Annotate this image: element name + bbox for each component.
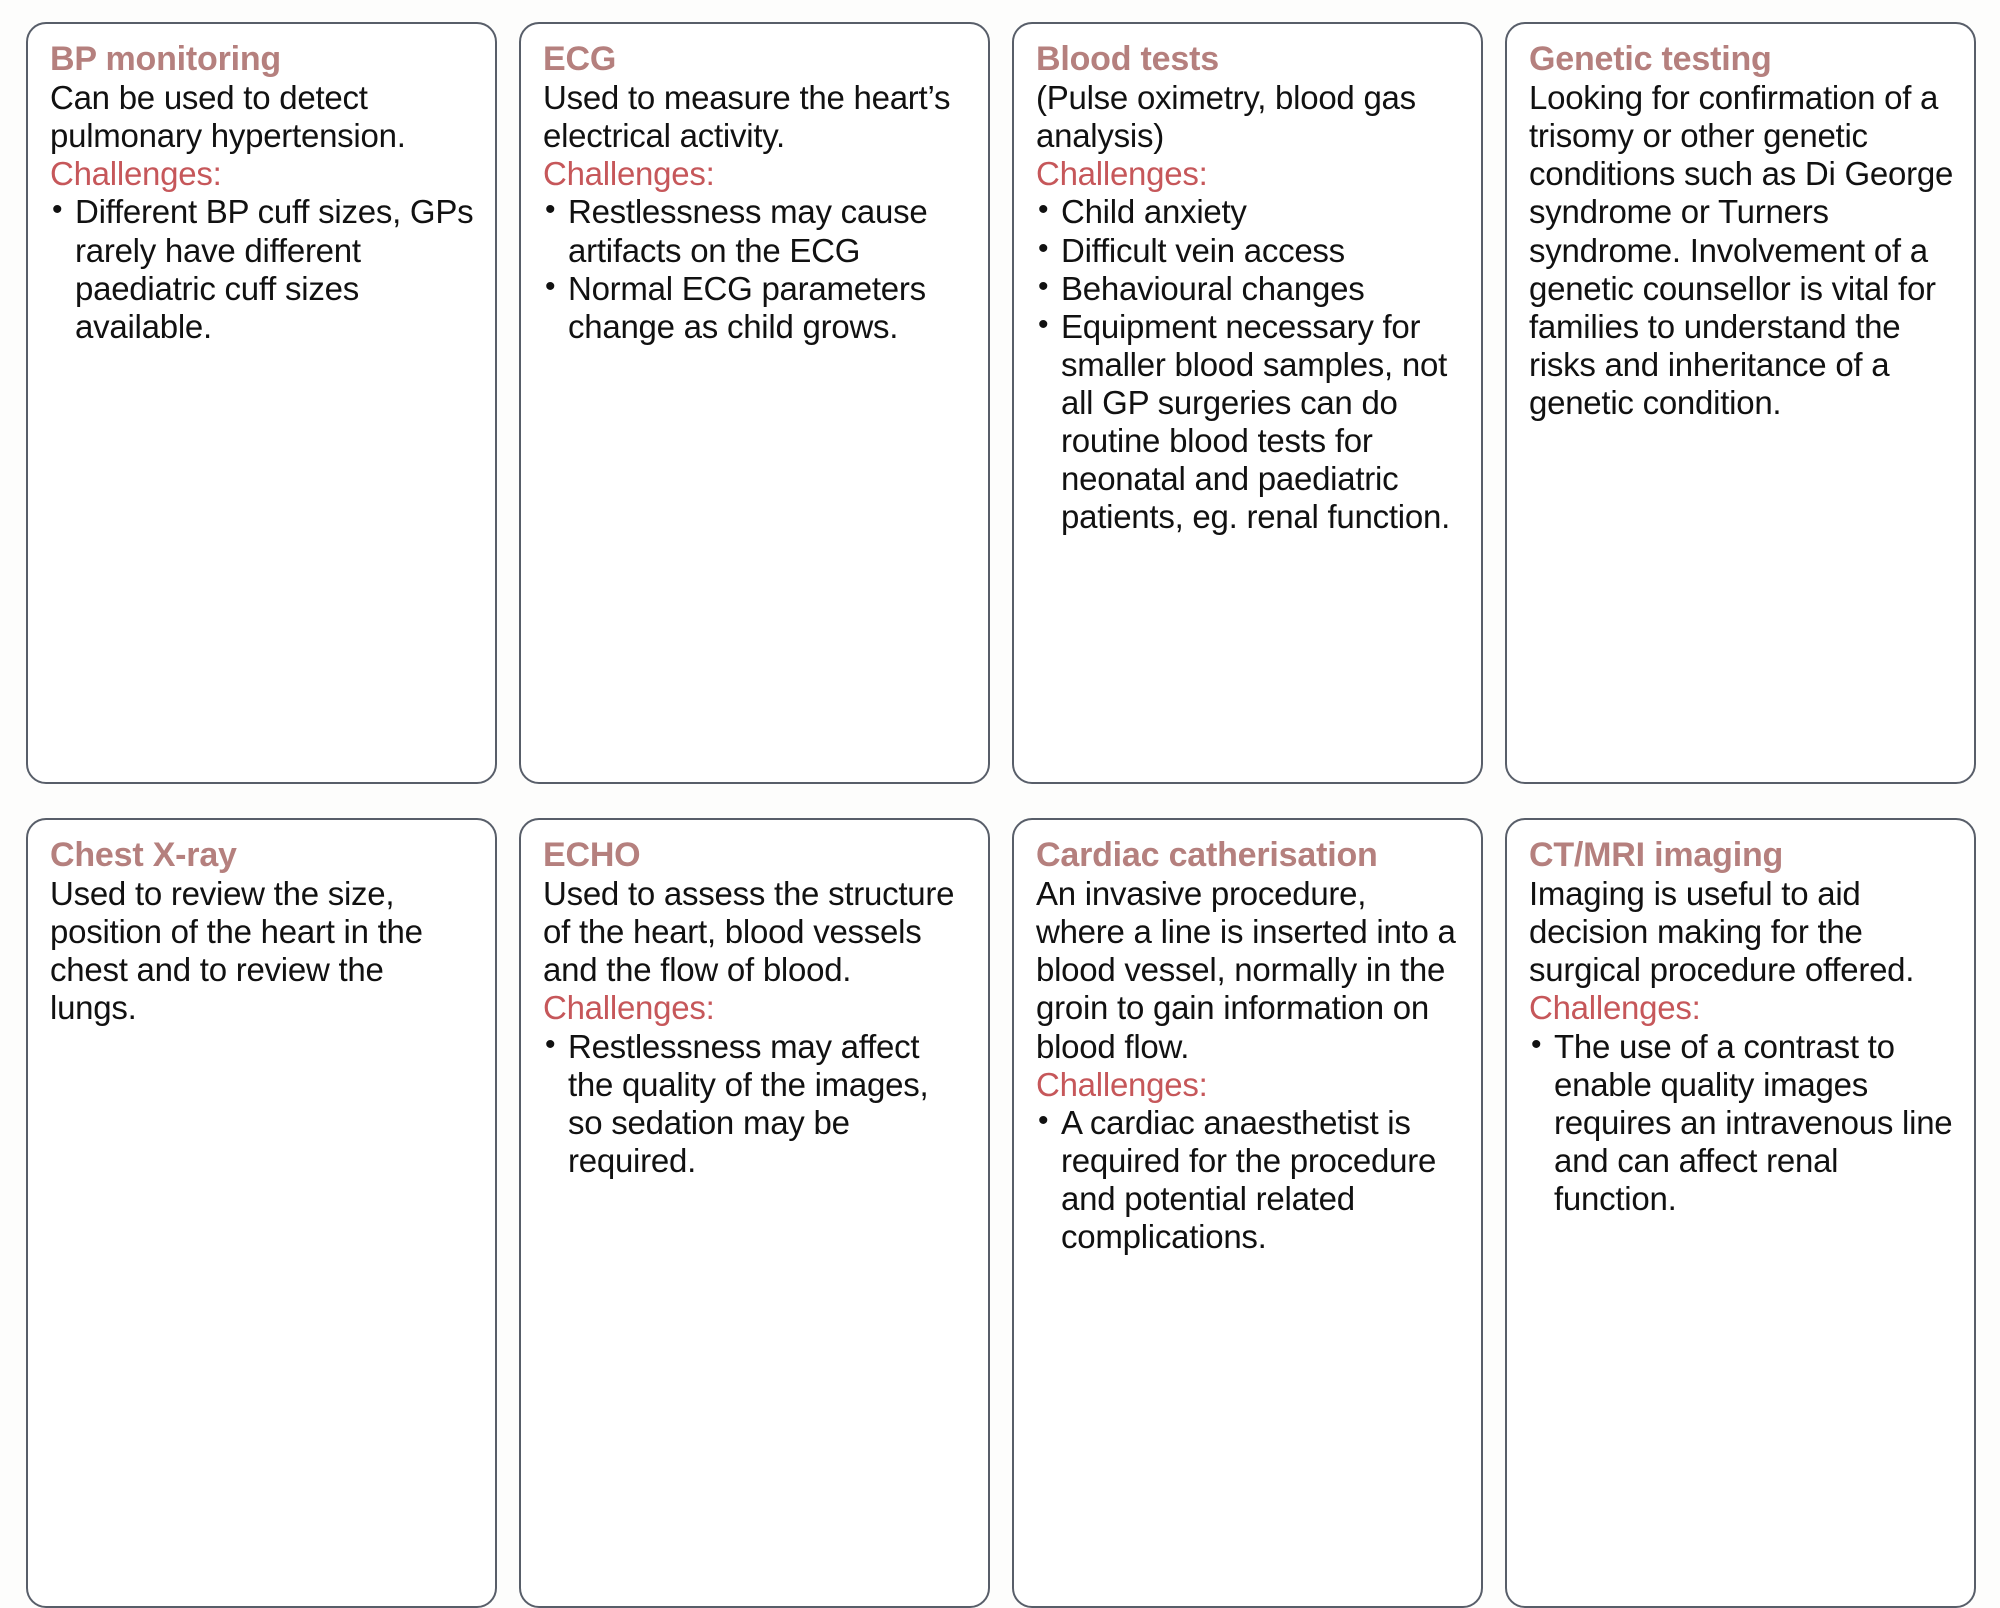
card-genetic-testing — [1505, 22, 1976, 784]
list-item: • Child anxiety — [1036, 193, 1461, 231]
card-title: CT/MRI imaging — [1529, 836, 1784, 874]
card-body — [1529, 79, 1954, 422]
card-body — [1036, 79, 1461, 536]
card-body — [50, 875, 475, 1027]
card-title: ECHO — [543, 836, 641, 874]
list-item: • A cardiac anaesthetist is required for the procedure and potential related complications. — [1036, 1104, 1461, 1256]
card-chest-x-ray — [26, 818, 497, 1608]
challenges-label: Challenges: — [543, 989, 715, 1027]
card-description: Used to measure the heart’s electrical activity. — [543, 79, 951, 155]
challenges-list — [543, 1028, 968, 1180]
challenges-label: Challenges: — [543, 155, 715, 193]
card-description: Looking for confirmation of a trisomy or other genetic conditions such as Di George syndrome or Turners syndrome. Involvement of a genetic counsellor is vital for families to understand the risks and inheritance of a genetic condition. — [1529, 79, 1954, 421]
list-item: • Difficult vein access — [1036, 232, 1461, 270]
challenges-list — [1529, 1028, 1954, 1219]
cards-grid — [26, 22, 1976, 1580]
list-item: • Equipment necessary for smaller blood samples, not all GP surgeries can do routine blood tests for neonatal and paediatric patients, eg. renal function. — [1036, 308, 1461, 537]
list-item: • Restlessness may cause artifacts on the ECG — [543, 193, 968, 269]
challenges-label: Challenges: — [50, 155, 222, 193]
card-blood-tests — [1012, 22, 1483, 784]
card-title: Cardiac catherisation — [1036, 836, 1378, 874]
card-description: (Pulse oximetry, blood gas analysis) — [1036, 79, 1416, 155]
challenges-label: Challenges: — [1036, 155, 1208, 193]
card-title: Genetic testing — [1529, 40, 1772, 78]
card-title: ECG — [543, 40, 617, 78]
card-ecg — [519, 22, 990, 784]
card-title: BP monitoring — [50, 40, 281, 78]
list-item: • Normal ECG parameters change as child grows. — [543, 270, 968, 346]
card-body — [50, 79, 475, 346]
list-item: • Behavioural changes — [1036, 270, 1461, 308]
card-echo — [519, 818, 990, 1608]
list-item: • Restlessness may affect the quality of the images, so sedation may be required. — [543, 1028, 968, 1180]
challenges-label: Challenges: — [1036, 1065, 1208, 1103]
card-description: An invasive procedure, where a line is inserted into a blood vessel, normally in the groin to gain information on blood flow. — [1036, 875, 1456, 1065]
challenges-list — [50, 193, 475, 345]
challenges-list — [543, 193, 968, 345]
card-description: Imaging is useful to aid decision making for the surgical procedure offered. — [1529, 875, 1915, 989]
card-body — [543, 875, 968, 1180]
card-title: Blood tests — [1036, 40, 1219, 78]
list-item: • Different BP cuff sizes, GPs rarely have different paediatric cuff sizes available. — [50, 193, 475, 345]
card-bp-monitoring — [26, 22, 497, 784]
card-description: Used to review the size, position of the heart in the chest and to review the lungs. — [50, 875, 423, 1027]
challenges-list — [1036, 193, 1461, 536]
challenges-label: Challenges: — [1529, 989, 1701, 1027]
card-description: Can be used to detect pulmonary hypertension. — [50, 79, 406, 155]
card-title: Chest X-ray — [50, 836, 237, 874]
card-body — [543, 79, 968, 346]
card-body — [1036, 875, 1461, 1256]
card-body — [1529, 875, 1954, 1218]
card-ct-mri-imaging — [1505, 818, 1976, 1608]
list-item: • The use of a contrast to enable quality images requires an intravenous line and can affect renal function. — [1529, 1028, 1954, 1219]
card-description: Used to assess the structure of the heart, blood vessels and the flow of blood. — [543, 875, 955, 989]
challenges-list — [1036, 1104, 1461, 1256]
card-cardiac-catherisation — [1012, 818, 1483, 1608]
